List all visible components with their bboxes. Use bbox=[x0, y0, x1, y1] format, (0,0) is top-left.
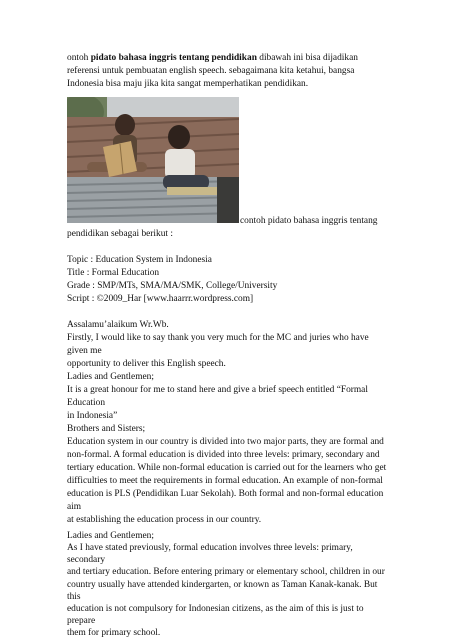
speech-line: opportunity to deliver this English speech. bbox=[67, 359, 226, 369]
intro-keyword: pidato bahasa inggris tentang pendidikan bbox=[90, 53, 257, 63]
meta-title: Title : Formal Education bbox=[67, 268, 160, 278]
speech2-line: As I have stated previously, formal education involves three levels: primary, bbox=[67, 543, 353, 554]
speech-line: Education bbox=[67, 398, 106, 408]
speech-line: education is PLS (Pendidikan Luar Sekolah). Both formal and non-formal education bbox=[67, 489, 384, 499]
meta-topic: Topic : Education System in Indonesia bbox=[67, 255, 212, 265]
intro-line-2: referensi untuk pembuatan english speech. sebagaimana kita ketahui, bangsa bbox=[67, 66, 355, 76]
speech2-line: education is not compulsory for Indonesian citizens, as the aim of this is just to bbox=[67, 603, 364, 614]
speech-line: difficulties to meet the requirements in formal education. An example of non-formal bbox=[67, 476, 383, 486]
speech-line: Firstly, I would like to say thank you very much for the MC and juries who have bbox=[67, 333, 369, 343]
speech2-line: them for primary school. bbox=[67, 628, 161, 638]
speech-line: Ladies and Gentlemen; bbox=[67, 372, 154, 382]
intro-suffix: dibawah ini bisa dijadikan bbox=[256, 53, 358, 63]
speech2-line: secondary bbox=[67, 555, 106, 566]
speech-line: given me bbox=[67, 346, 102, 356]
speech-line: It is a great honour for me to stand here and give a brief speech entitled “Formal bbox=[67, 385, 368, 395]
photo-caption-line-2: pendidikan sebagai berikut : bbox=[67, 229, 173, 239]
intro-line-1 bbox=[67, 53, 358, 64]
intro-prefix: ontoh bbox=[67, 53, 91, 63]
speech2-line: this bbox=[67, 591, 81, 602]
speech-line: Education system in our country is divided into two major parts, they are formal and bbox=[67, 437, 384, 447]
speech2-line: and tertiary education. Before entering primary or elementary school, children in our bbox=[67, 567, 385, 578]
speech-line: non-formal. A formal education is divided into three levels: primary, secondary and bbox=[67, 450, 380, 460]
photo-caption-line-1: contoh pidato bahasa inggris tentang bbox=[240, 216, 378, 226]
photo-children-reading-icon bbox=[67, 97, 239, 223]
speech-line: in Indonesia” bbox=[67, 411, 118, 421]
speech2-line: prepare bbox=[67, 615, 96, 626]
speech2-line: Ladies and Gentlemen; bbox=[67, 531, 154, 541]
speech-line: at establishing the education process in our country. bbox=[67, 515, 262, 525]
speech-line: Assalamu’alaikum Wr.Wb. bbox=[67, 320, 169, 330]
intro-line-3: Indonesia bisa maju jika kita sangat memperhatikan pendidikan. bbox=[67, 79, 309, 89]
meta-script: Script : ©2009_Har [www.haarrr.wordpress.com] bbox=[67, 294, 254, 304]
meta-grade: Grade : SMP/MTs, SMA/MA/SMK, College/University bbox=[67, 281, 278, 291]
speech-line: Brothers and Sisters; bbox=[67, 424, 146, 434]
speech-line: tertiary education. While non-formal education is carried out for the learners who get bbox=[67, 463, 387, 473]
speech2-line: country usually have attended kindergarten, or known as Taman Kanak-kanak. But bbox=[67, 579, 378, 590]
speech-line: aim bbox=[67, 502, 82, 512]
